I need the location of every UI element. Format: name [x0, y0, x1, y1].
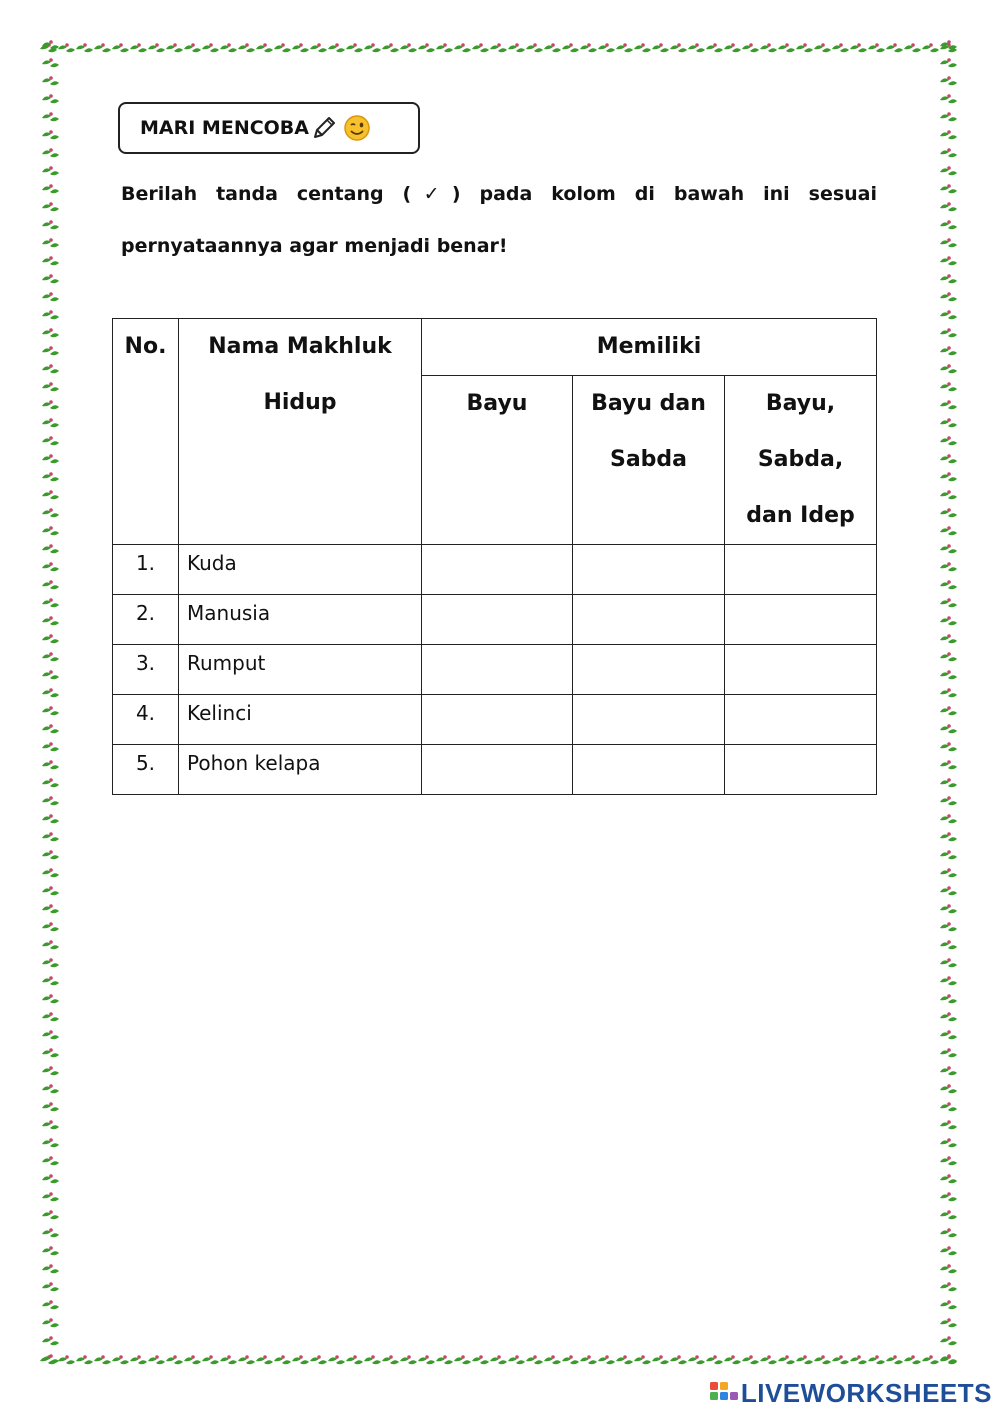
- check-cell-bayu-sabda[interactable]: [573, 545, 725, 595]
- row-number: 2.: [113, 595, 179, 645]
- holly-border-left: [40, 38, 62, 1372]
- check-cell-bayu[interactable]: [422, 745, 573, 795]
- winking-face-icon: [343, 114, 371, 142]
- row-name: Kuda: [179, 545, 422, 595]
- header-bayu-sabda: Bayu dan Sabda: [573, 376, 725, 545]
- row-name: Kelinci: [179, 695, 422, 745]
- liveworksheets-logo-icon: [709, 1380, 739, 1408]
- check-cell-bayu-sabda[interactable]: [573, 695, 725, 745]
- check-cell-bayu-sabda-idep[interactable]: [725, 645, 877, 695]
- instruction-text: Berilah tanda centang (✓) pada kolom di bawah ini sesuai pernyataannya agar menjadi benar!: [121, 183, 877, 257]
- row-name: Rumput: [179, 645, 422, 695]
- check-cell-bayu-sabda[interactable]: [573, 595, 725, 645]
- holly-border-right: [938, 38, 960, 1372]
- header-no: No.: [113, 319, 179, 545]
- row-name: Manusia: [179, 595, 422, 645]
- liveworksheets-brand: [709, 1378, 992, 1409]
- check-cell-bayu[interactable]: [422, 695, 573, 745]
- table-row: [113, 645, 877, 695]
- table-row: [113, 745, 877, 795]
- brand-text: LIVEWORKSHEETS: [740, 1378, 992, 1408]
- checklist-table: [112, 318, 877, 795]
- table-row: [113, 595, 877, 645]
- pencil-icon: [311, 115, 337, 141]
- holly-border-bottom: [40, 1350, 960, 1372]
- check-cell-bayu-sabda-idep[interactable]: [725, 695, 877, 745]
- check-cell-bayu-sabda[interactable]: [573, 745, 725, 795]
- check-cell-bayu-sabda-idep[interactable]: [725, 545, 877, 595]
- holly-border-top: [40, 38, 960, 60]
- check-cell-bayu[interactable]: [422, 595, 573, 645]
- row-number: 3.: [113, 645, 179, 695]
- row-number: 4.: [113, 695, 179, 745]
- header-bayu: Bayu: [422, 376, 573, 545]
- row-number: 5.: [113, 745, 179, 795]
- check-cell-bayu-sabda-idep[interactable]: [725, 595, 877, 645]
- check-cell-bayu[interactable]: [422, 545, 573, 595]
- row-number: 1.: [113, 545, 179, 595]
- header-bayu-sabda-idep: Bayu, Sabda, dan Idep: [725, 376, 877, 545]
- table-row: [113, 695, 877, 745]
- check-cell-bayu[interactable]: [422, 645, 573, 695]
- row-name: Pohon kelapa: [179, 745, 422, 795]
- table-row: [113, 545, 877, 595]
- header-name: Nama Makhluk Hidup: [179, 319, 422, 545]
- check-cell-bayu-sabda-idep[interactable]: [725, 745, 877, 795]
- check-cell-bayu-sabda[interactable]: [573, 645, 725, 695]
- section-title: MARI MENCOBA: [140, 117, 309, 139]
- header-memiliki: Memiliki: [422, 319, 877, 376]
- section-title-box: [118, 102, 420, 154]
